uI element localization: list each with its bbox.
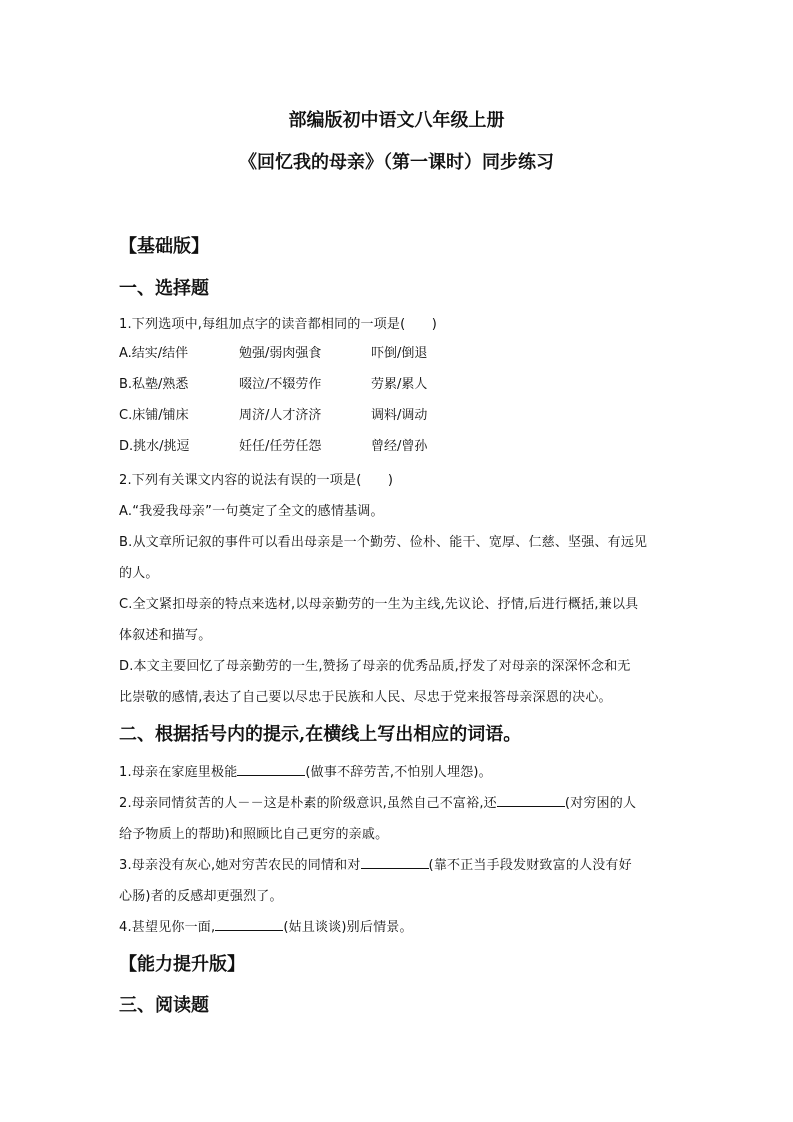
q1-option-a-col2: 勉强/弱肉强食 [239, 346, 322, 361]
q1-option-b-col1: B.私塾/熟悉 [119, 377, 189, 392]
document-subtitle: 《回忆我的母亲》（第一课时）同步练习 [239, 152, 554, 173]
q2-option-c-line1: C.全文紧扣母亲的特点来选材,以母亲勤劳的一生为主线,先议论、抒情,后进行概括,兼以具 [119, 597, 639, 612]
fill-q1-prefix: 1.母亲在家庭里极能 [119, 765, 238, 780]
fill-q2-continuation: 给予物质上的帮助)和照顾比自己更穷的亲戚。 [119, 827, 389, 842]
fill-q1-blank[interactable] [237, 764, 305, 776]
q1-option-a-col1: A.结实/结伴 [119, 346, 189, 361]
fill-q3-prefix: 3.母亲没有灰心,她对穷苦农民的同情和对 [119, 858, 361, 873]
fill-q2 [119, 792, 636, 811]
fill-q2-hint: (对穷困的人 [564, 796, 637, 811]
fill-q3-hint: (靠不正当手段发财致富的人没有好 [428, 858, 632, 873]
document-title: 部编版初中语文八年级上册 [288, 110, 505, 131]
q2-option-c-line2: 体叙述和描写。 [119, 628, 212, 643]
fill-q1-hint: (做事不辞劳苦,不怕别人埋怨)。 [305, 765, 492, 780]
q1-option-d-col3: 曾经/曾孙 [371, 439, 428, 454]
fill-q2-prefix: 2.母亲同情贫苦的人－－这是朴素的阶级意识,虽然自己不富裕,还 [119, 796, 497, 811]
fill-q1 [119, 761, 492, 780]
q2-option-b-line1: B.从文章所记叙的事件可以看出母亲是一个勤劳、俭朴、能干、宽厚、仁慈、坚强、有远见 [119, 535, 648, 550]
q2-option-d-line1: D.本文主要回忆了母亲勤劳的一生,赞扬了母亲的优秀品质,抒发了对母亲的深深怀念和无 [119, 659, 631, 674]
fill-q3 [119, 854, 632, 873]
q2-stem: 2.下列有关课文内容的说法有误的一项是( ) [119, 473, 394, 488]
q1-option-d-col2: 妊任/任劳任怨 [239, 439, 322, 454]
fill-q2-blank[interactable] [497, 795, 565, 807]
q2-option-b-line2: 的人。 [119, 566, 159, 581]
fill-q4-prefix: 4.甚望见你一面, [119, 920, 216, 935]
section-reading-heading: 三、阅读题 [119, 995, 209, 1016]
q1-option-b-col2: 啜泣/不辍劳作 [239, 377, 322, 392]
fill-q3-continuation: 心肠)者的反感却更强烈了。 [119, 889, 283, 904]
q1-option-a-col3: 吓倒/倒退 [371, 346, 428, 361]
q1-option-c-col3: 调料/调动 [371, 408, 428, 423]
section-choice-heading: 一、选择题 [119, 278, 209, 299]
fill-q4-hint: (姑且谈谈)别后情景。 [283, 920, 413, 935]
fill-q3-blank[interactable] [361, 857, 429, 869]
q1-option-b-col3: 劳累/累人 [371, 377, 428, 392]
section-fill-heading: 二、根据括号内的提示,在横线上写出相应的词语。 [119, 724, 522, 745]
fill-q4-blank[interactable] [215, 919, 283, 931]
q1-stem: 1.下列选项中,每组加点字的读音都相同的一项是( ) [119, 317, 438, 332]
advanced-version-label: 【能力提升版】 [119, 954, 245, 975]
q2-option-a: A.“我爱我母亲”一句奠定了全文的感情基调。 [119, 504, 384, 519]
basic-version-label: 【基础版】 [119, 236, 209, 257]
q1-option-c-col1: C.床铺/铺床 [119, 408, 189, 423]
q1-option-c-col2: 周济/人才济济 [239, 408, 322, 423]
q1-option-d-col1: D.挑水/挑逗 [119, 439, 190, 454]
q2-option-d-line2: 比崇敬的感情,表达了自己要以尽忠于民族和人民、尽忠于党来报答母亲深恩的决心。 [119, 690, 612, 705]
fill-q4 [119, 916, 413, 935]
